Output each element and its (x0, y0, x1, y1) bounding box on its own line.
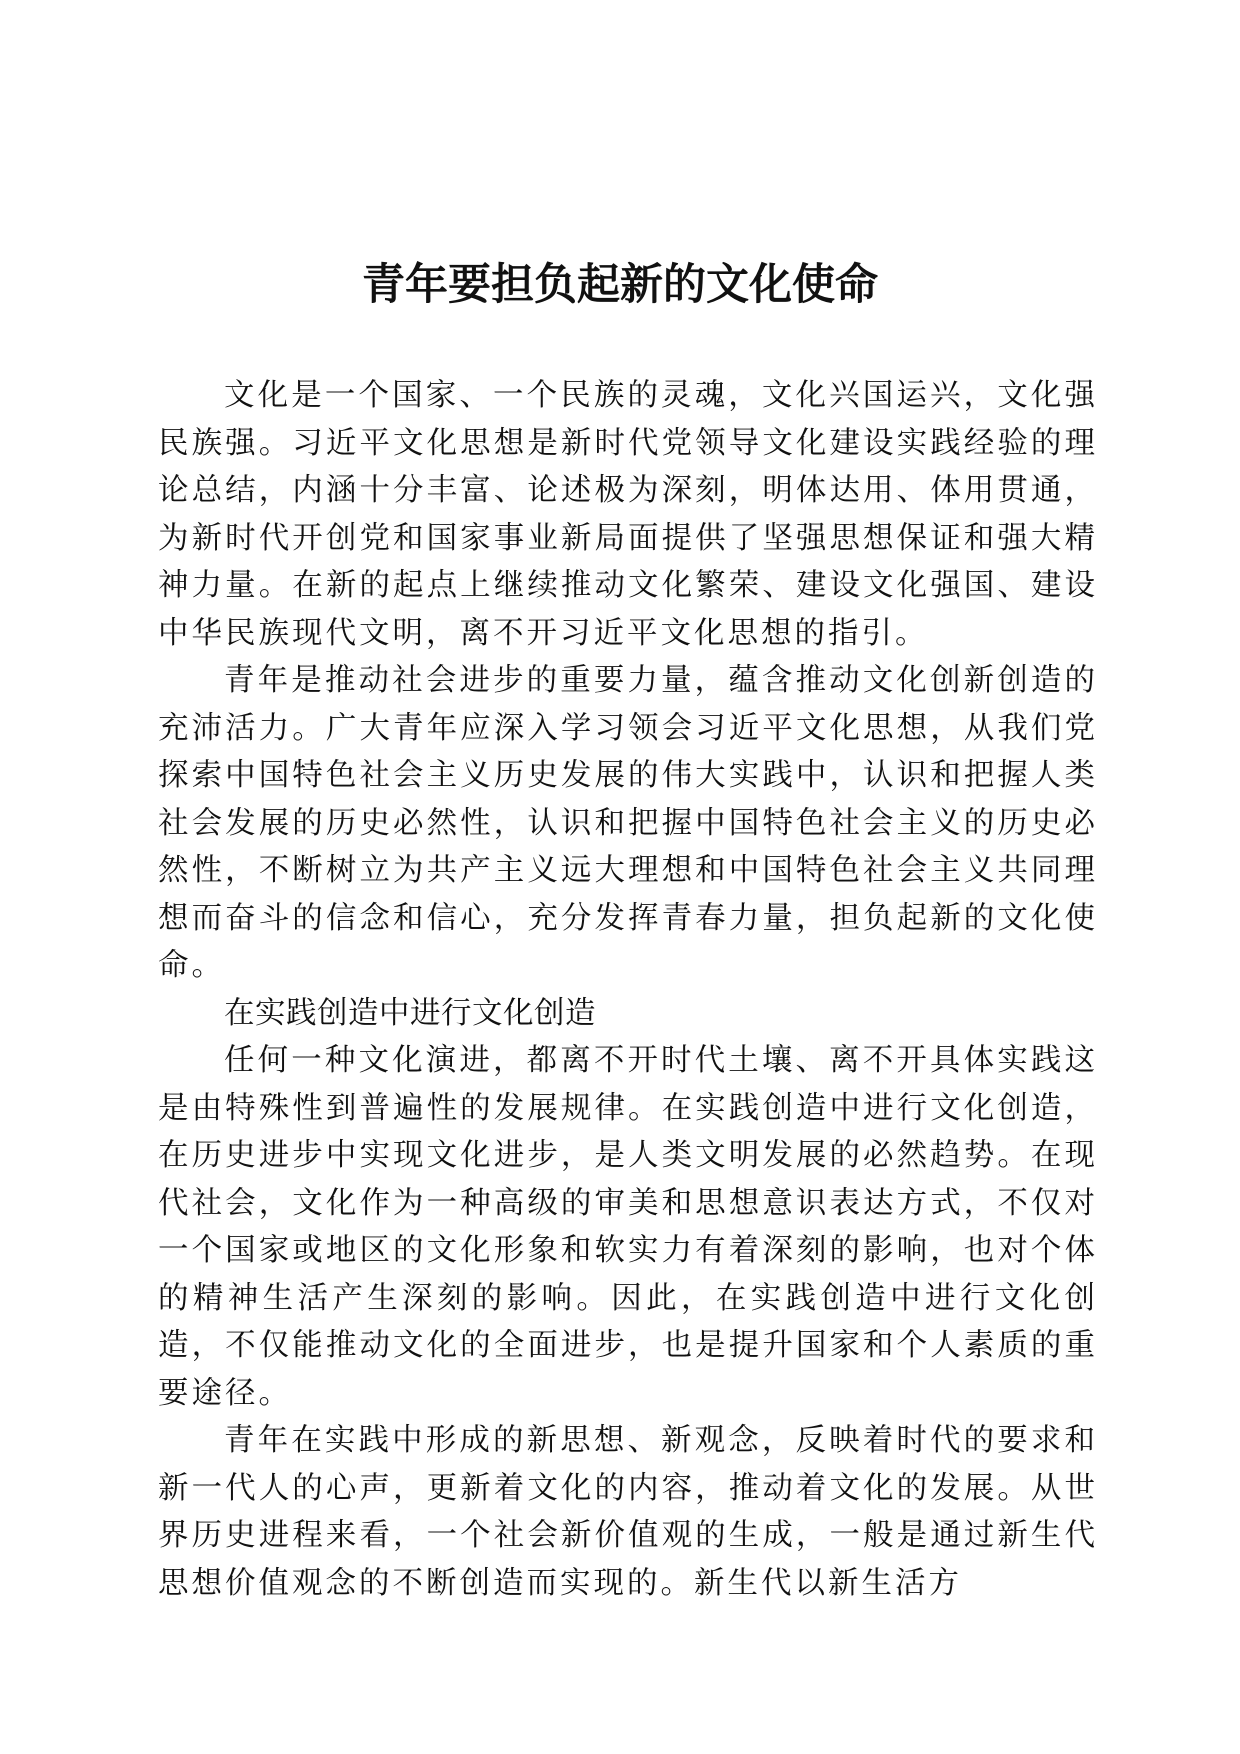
paragraph-cultural-evolution: 任何一种文化演进，都离不开时代土壤、离不开具体实践这是由特殊性到普遍性的发展规律。在实践创造中进行文化创造，在历史进步中实现文化进步，是人类文明发展的必然趋势。在现代社会，文化作为一种高级的审美和思想意识表达方式，不仅对一个国家或地区的文化形象和软实力有着深刻的影响，也对个体的精神生活产生深刻的影响。因此，在实践创造中进行文化创造，不仅能推动文化的全面进步，也是提升国家和个人素质的重要途径。 (158, 1043, 1098, 1411)
document-title: 青年要担负起新的文化使命 (362, 260, 878, 310)
paragraph-youth-new-ideas: 青年在实践中形成的新思想、新观念，反映着时代的要求和新一代人的心声，更新着文化的内容，推动着文化的发展。从世界历史进程来看，一个社会新价值观的生成，一般是通过新生代思想价值观念的不断创造而实现的。新生代以新生活方 (158, 1423, 1098, 1601)
section-heading: 在实践创造中进行文化创造 (224, 995, 596, 1031)
paragraph-culture-soul: 文化是一个国家、一个民族的灵魂，文化兴国运兴，文化强民族强。习近平文化思想是新时代党领导文化建设实践经验的理论总结，内涵十分丰富、论述极为深刻，明体达用、体用贯通，为新时代开创党和国家事业新局面提供了坚强思想保证和强大精神力量。在新的起点上继续推动文化繁荣、建设文化强国、建设中华民族现代文明，离不开习近平文化思想的指引。 (158, 378, 1098, 651)
document-body (158, 372, 1098, 1607)
paragraph-youth-force: 青年是推动社会进步的重要力量，蕴含推动文化创新创造的充沛活力。广大青年应深入学习领会习近平文化思想，从我们党探索中国特色社会主义历史发展的伟大实践中，认识和把握人类社会发展的历史必然性，认识和把握中国特色社会主义的历史必然性，不断树立为共产主义远大理想和中国特色社会主义共同理想而奋斗的信念和信心，充分发挥青春力量，担负起新的文化使命。 (158, 663, 1098, 983)
